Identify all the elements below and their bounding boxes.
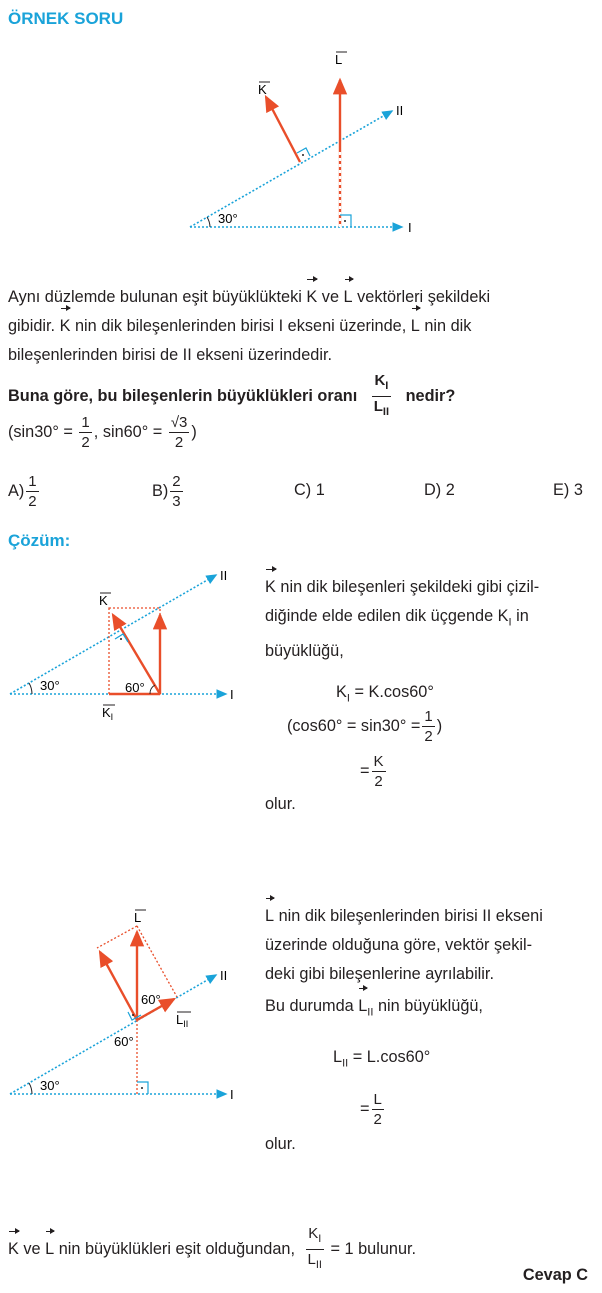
question-figure bbox=[180, 40, 420, 240]
svg-text:LII: $L_{II}$ bbox=[176, 1012, 189, 1029]
vector-k bbox=[266, 97, 300, 162]
equation-l-ii: $L_{II} = L.\cos 60^\circ$ bbox=[333, 1048, 431, 1070]
angle-30-label: 30° bbox=[218, 211, 238, 226]
option-d[interactable]: D) 2 bbox=[424, 481, 455, 499]
solution-title: Çözüm: bbox=[8, 531, 71, 550]
component-perp bbox=[100, 952, 137, 1020]
svg-text:L: L bbox=[134, 910, 142, 925]
option-a[interactable]: A) $\frac{1}{2}$ bbox=[8, 473, 37, 510]
svg-text:60°: 60° bbox=[141, 992, 161, 1007]
axis-2-label: II bbox=[396, 103, 404, 118]
svg-text:60°: 60° bbox=[114, 1034, 134, 1049]
question-prompt: Buna göre, bu bileşenlerin büyüklükleri oranı $\frac{K_I}{L_{II}}$ nedir? bbox=[8, 371, 455, 422]
conclusion: K ve L nin büyüklükleri eşit olduğundan, $\frac{K_I}{L_{II}}$ = 1 bulunur. bbox=[8, 1225, 417, 1271]
svg-text:30°: 30° bbox=[40, 678, 60, 693]
svg-text:II: II bbox=[220, 568, 228, 583]
question-text: Aynı düzlemde bulunan eşit büyüklükteki K ve L vektörleri şekildeki gibidir. K nin dik bileşenlerinden birisi I ekseni üzerinde, L nin dik bileşenlerinden birisi de II ekseni üzerindedir. bbox=[8, 283, 592, 370]
vector-k-symbol: K bbox=[306, 283, 317, 312]
ratio-fraction: $\frac{K_I}{L_{II}}$ bbox=[373, 372, 390, 418]
svg-text:60°: 60° bbox=[125, 680, 145, 695]
svg-text:K: K bbox=[99, 593, 108, 608]
answer-label: Cevap C bbox=[522, 1266, 588, 1284]
example-title: ÖRNEK SORU bbox=[8, 9, 124, 28]
svg-text:30°: 30° bbox=[40, 1078, 60, 1093]
axis-2-line bbox=[190, 111, 392, 227]
solution-part-2-text: L nin dik bileşenlerinden birisi II ekseni üzerinde olduğuna göre, vektör şekil- deki gibi bileşenlerine ayrılabilir. Bu durumda $L_{II}$ nin büyüklüğü, bbox=[265, 902, 591, 1027]
option-e[interactable]: E) 3 bbox=[553, 481, 583, 499]
svg-text:I: I bbox=[230, 1087, 234, 1102]
vector-k-label: K bbox=[258, 82, 267, 97]
option-c[interactable]: C) 1 bbox=[294, 481, 325, 499]
axis-1-label: I bbox=[408, 220, 412, 235]
vector-l-label: L bbox=[335, 52, 343, 67]
svg-text:I: I bbox=[230, 687, 234, 702]
solution-figure-1 bbox=[4, 565, 254, 735]
given-values: (sin30° = $\frac{1}{2}$ , sin60° = $\frac{√3}{2}$ ) bbox=[8, 414, 197, 451]
equation-cos60: (cos60° = sin30° = $\frac{1}{2}$ ) bbox=[287, 708, 443, 745]
solution-figure-2 bbox=[4, 900, 254, 1110]
part-2-end: olur. bbox=[265, 1135, 296, 1153]
equation-result-k: = $\frac{K}{2}$ bbox=[360, 753, 384, 790]
solution-part-1-text: K nin dik bileşenleri şekildeki gibi çizil- diğinde elde edilen dik üçgende $K_I$ in büyüklüğü, bbox=[265, 573, 591, 666]
vector-l-symbol: L bbox=[344, 283, 353, 312]
equation-k-i: $K_I = K.\cos 60^\circ$ bbox=[336, 683, 434, 705]
part-1-end: olur. bbox=[265, 795, 296, 813]
option-b[interactable]: B) $\frac{2}{3}$ bbox=[152, 473, 181, 510]
svg-text:KI: $K_I$ bbox=[102, 705, 114, 722]
equation-result-l: = $\frac{L}{2}$ bbox=[360, 1091, 382, 1128]
svg-text:II: II bbox=[220, 968, 228, 983]
